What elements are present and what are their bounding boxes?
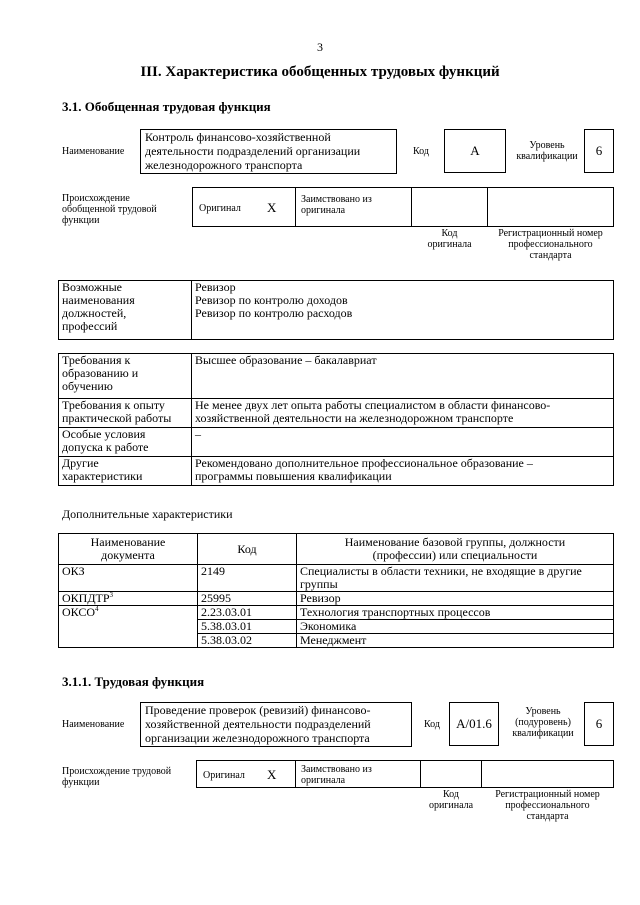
tf-borrowed-cell bbox=[295, 760, 421, 788]
table-row bbox=[59, 606, 614, 620]
doc-name: ОКЗ bbox=[62, 564, 85, 578]
tf-code-box: А/01.6 bbox=[449, 702, 499, 746]
doc-cell bbox=[59, 592, 198, 606]
tf-level-box: 6 bbox=[584, 702, 614, 746]
name-cell: Экономика bbox=[297, 620, 614, 634]
additional-heading: Дополнительные характеристики bbox=[62, 507, 233, 521]
positions-value: Ревизор Ревизор по контролю доходов Ревизор по контролю расходов bbox=[192, 281, 614, 340]
tf-code-original-label: Код оригинала bbox=[428, 789, 474, 811]
gtf-code-original-cell bbox=[411, 187, 488, 227]
positions-table bbox=[58, 280, 614, 340]
section-title: III. Характеристика обобщенных трудовых функций bbox=[140, 64, 500, 80]
tf-reg-number-cell bbox=[481, 760, 614, 788]
tf-reg-number-label: Регистрационный номер профессионального стандарта bbox=[495, 789, 600, 822]
gtf-level-box: 6 bbox=[584, 129, 614, 173]
gtf-level-label: Уровень квалификации bbox=[516, 140, 578, 162]
tf-code-label: Код bbox=[424, 719, 440, 730]
gtf-heading: 3.1. Обобщенная трудовая функция bbox=[62, 99, 271, 114]
gtf-code-label: Код bbox=[413, 146, 429, 157]
doc-cell bbox=[59, 565, 198, 592]
original-label: Оригинал bbox=[203, 770, 245, 781]
code-cell: 5.38.03.01 bbox=[198, 620, 297, 634]
requirement-row bbox=[59, 457, 614, 486]
col-doc-header: Наименование документа bbox=[59, 534, 198, 565]
requirement-value: Рекомендовано дополнительное профессиональное образование – программы повышения квалификации bbox=[192, 457, 614, 486]
footnote-mark: 3 bbox=[109, 591, 114, 599]
tf-name-box: Проведение проверок (ревизий) финансово- хозяйственной деятельности подразделений организации железнодорожного транспорта bbox=[140, 702, 412, 747]
doc-name: ОКПДТР bbox=[62, 591, 110, 605]
code-cell: 2.23.03.01 bbox=[198, 606, 297, 620]
name-cell: Ревизор bbox=[297, 592, 614, 606]
col-name-header: Наименование базовой группы, должности (профессии) или специальности bbox=[297, 534, 614, 565]
table-row bbox=[59, 565, 614, 592]
positions-label: Возможные наименования должностей, профессий bbox=[59, 281, 192, 340]
requirement-value: – bbox=[192, 428, 614, 457]
col-code-header: Код bbox=[198, 534, 297, 565]
doc-name: ОКСО bbox=[62, 605, 96, 619]
gtf-name-label: Наименование bbox=[62, 146, 125, 157]
original-label: Оригинал bbox=[199, 203, 241, 214]
additional-header-row bbox=[59, 534, 614, 565]
footnote-mark: 4 bbox=[95, 605, 99, 613]
borrowed-label: Заимствовано из оригинала bbox=[301, 764, 372, 786]
gtf-reg-number-label: Регистрационный номер профессионального стандарта bbox=[498, 228, 603, 261]
requirement-value: Высшее образование – бакалавриат bbox=[192, 354, 614, 399]
requirement-label: Требования к опыту практической работы bbox=[59, 399, 192, 428]
name-cell: Специалисты в области техники, не входящие в другие группы bbox=[297, 565, 614, 592]
borrowed-label: Заимствовано из оригинала bbox=[301, 194, 372, 216]
tf-origin-label: Происхождение трудовой функции bbox=[62, 766, 172, 788]
doc-cell bbox=[59, 606, 198, 648]
original-mark: Х bbox=[267, 767, 277, 782]
requirement-label: Требования к образованию и обучению bbox=[59, 354, 192, 399]
name-cell: Менеджмент bbox=[297, 634, 614, 648]
gtf-original-cell bbox=[192, 187, 296, 227]
page-number: 3 bbox=[317, 40, 323, 54]
gtf-code-original-label: Код оригинала bbox=[427, 228, 472, 250]
requirement-label: Особые условия допуска к работе bbox=[59, 428, 192, 457]
code-cell: 25995 bbox=[198, 592, 297, 606]
gtf-origin-label: Происхождение обобщенной трудовой функции bbox=[62, 193, 157, 226]
gtf-borrowed-cell bbox=[295, 187, 412, 227]
tf-code-original-cell bbox=[420, 760, 482, 788]
table-row bbox=[59, 592, 614, 606]
tf-level-label: Уровень (подуровень) квалификации bbox=[512, 706, 574, 739]
code-cell: 2149 bbox=[198, 565, 297, 592]
additional-table bbox=[58, 533, 614, 648]
requirement-value: Не менее двух лет опыта работы специалистом в области финансово- хозяйственной деятельности на железнодорожном транспорте bbox=[192, 399, 614, 428]
original-mark: Х bbox=[267, 200, 277, 215]
requirements-table bbox=[58, 353, 614, 486]
requirement-row bbox=[59, 354, 614, 399]
name-cell: Технология транспортных процессов bbox=[297, 606, 614, 620]
requirement-label: Другие характеристики bbox=[59, 457, 192, 486]
gtf-name-box: Контроль финансово-хозяйственной деятельности подразделений организации железнодорожного транспорта bbox=[140, 129, 397, 174]
tf-heading: 3.1.1. Трудовая функция bbox=[62, 674, 205, 689]
gtf-code-box: А bbox=[444, 129, 506, 173]
requirement-row bbox=[59, 399, 614, 428]
code-cell: 5.38.03.02 bbox=[198, 634, 297, 648]
tf-original-cell bbox=[196, 760, 296, 788]
requirement-row bbox=[59, 428, 614, 457]
gtf-reg-number-cell bbox=[487, 187, 614, 227]
tf-name-label: Наименование bbox=[62, 719, 125, 730]
